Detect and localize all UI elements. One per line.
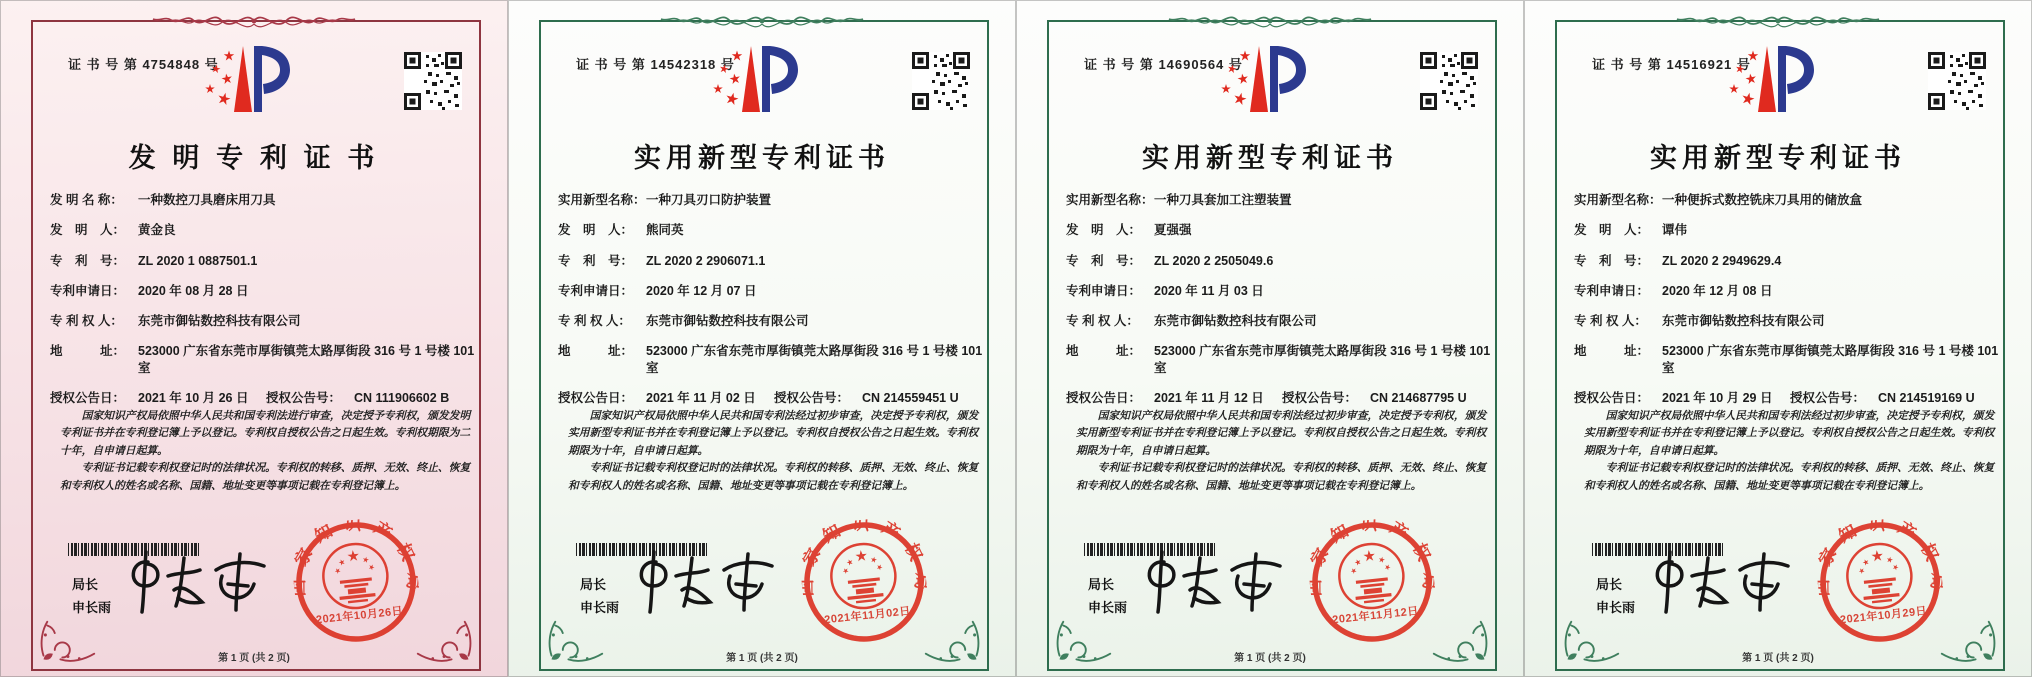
field-value: 一种便拆式数控铣床刀具用的储放盒 <box>1662 193 1863 207</box>
seal-date: 2021年10月26日 <box>315 605 404 627</box>
field-value: CN 111906602 B <box>354 390 450 405</box>
top-flourish-icon <box>148 8 360 34</box>
legal-paragraph-2: 专利证书记载专利权登记时的法律状况。专利权的转移、质押、无效、终止、恢复和专利权人的姓名或名称、国籍、地址变更等事项记载在专利登记簿上。 <box>1076 462 1487 492</box>
field-label: 地 址： <box>558 344 634 359</box>
field-value: 2021 年 10 月 26 日 <box>138 390 249 405</box>
certificate-number: 证 书 号 第 14542318 号 <box>576 57 735 72</box>
field-grant <box>1574 390 2000 406</box>
field-value: 523000 广东省东莞市厚街镇莞太路厚街段 316 号 1 号楼 101 室 <box>646 344 983 375</box>
field-label: 地 址： <box>1066 344 1142 359</box>
official-seal <box>288 514 424 650</box>
field-label: 发 明 人： <box>1066 223 1142 238</box>
field-label: 授权公告日： <box>558 390 634 405</box>
corner-flourish-icon <box>1430 603 1492 665</box>
field-value: 523000 广东省东莞市厚街镇莞太路厚街段 316 号 1 号楼 101 室 <box>138 344 475 375</box>
director-name: 申长雨 <box>1596 599 1636 615</box>
certificate-utility-1 <box>508 0 1016 677</box>
field-patent-number <box>558 253 984 269</box>
national-emblem-icon <box>828 541 898 611</box>
field-value: CN 214559451 U <box>862 390 959 405</box>
field-label: 授权公告日： <box>50 390 126 405</box>
qr-code <box>912 52 970 110</box>
corner-flourish-icon <box>922 603 984 665</box>
legal-text <box>1076 408 1488 495</box>
field-utility-name <box>1574 192 2000 208</box>
page-footer: 第 1 页 (共 2 页) <box>726 653 798 664</box>
field-label: 专 利 权 人： <box>558 314 631 328</box>
official-seal <box>796 514 932 650</box>
seal-graphic <box>1304 514 1440 650</box>
field-value: 2021 年 11 月 02 日 <box>646 390 756 405</box>
corner-flourish-icon <box>36 603 98 665</box>
top-flourish-icon <box>1164 8 1376 34</box>
field-label: 授权公告日： <box>1066 390 1142 405</box>
director-signature <box>626 546 796 624</box>
field-patent-number <box>1574 253 2000 269</box>
field-patent-number <box>50 253 476 269</box>
field-label: 实用新型名称： <box>1574 193 1662 207</box>
director-signature <box>1134 546 1304 624</box>
seal-graphic <box>796 514 932 650</box>
field-grant <box>558 390 984 406</box>
legal-paragraph-2: 专利证书记载专利权登记时的法律状况。专利权的转移、质押、无效、终止、恢复和专利权人的姓名或名称、国籍、地址变更等事项记载在专利登记簿上。 <box>568 462 979 492</box>
legal-text <box>1584 408 1996 495</box>
field-label: 发 明 名 称： <box>50 193 123 207</box>
field-label: 授权公告号： <box>774 390 850 405</box>
certificate-number: 证 书 号 第 14516921 号 <box>1592 57 1751 72</box>
field-label: 专 利 权 人： <box>1066 314 1139 328</box>
field-label: 专 利 号： <box>1066 253 1142 268</box>
top-flourish-icon <box>1672 8 1884 34</box>
field-label: 地 址： <box>50 344 126 359</box>
qr-code <box>1420 52 1478 110</box>
legal-paragraph-1: 国家知识产权局依照中华人民共和国专利法进行审查，决定授予专利权，颁发发明专利证书并在专利登记簿上予以登记。专利权自授权公告之日起生效。专利权期限为二十年，自申请日起算。 <box>60 410 471 457</box>
corner-flourish-icon <box>1052 603 1114 665</box>
legal-text <box>568 408 980 495</box>
seal-date: 2021年11月12日 <box>1331 605 1420 627</box>
certificate-utility-2 <box>1016 0 1524 677</box>
page-footer: 第 1 页 (共 2 页) <box>218 653 290 664</box>
field-label: 发 明 人： <box>50 223 126 238</box>
field-value: CN 214687795 U <box>1370 390 1467 405</box>
field-value: 2020 年 11 月 03 日 <box>1154 283 1264 298</box>
certificate-utility-3 <box>1524 0 2032 677</box>
certificate-number: 证 书 号 第 4754848 号 <box>68 57 219 72</box>
field-value: ZL 2020 2 2949629.4 <box>1662 253 1782 268</box>
cnipa-logo-icon <box>694 42 799 127</box>
field-value: 2021 年 10 月 29 日 <box>1662 390 1773 405</box>
field-label: 专 利 权 人： <box>1574 314 1647 328</box>
corner-flourish-icon <box>1560 603 1622 665</box>
field-value: 东莞市御钻数控科技有限公司 <box>646 314 809 328</box>
certificate-title: 实用新型专利证书 <box>1142 143 1398 173</box>
certificate-fields <box>558 192 984 420</box>
field-grant <box>50 390 476 406</box>
corner-flourish-icon <box>544 603 606 665</box>
field-filing-date <box>558 283 984 299</box>
field-value: 一种刀具套加工注塑装置 <box>1154 193 1292 207</box>
page-footer: 第 1 页 (共 2 页) <box>1234 653 1306 664</box>
national-emblem-icon <box>320 541 390 611</box>
certificate-fields <box>50 192 476 420</box>
corner-flourish-icon <box>1938 603 2000 665</box>
national-emblem-icon <box>1336 541 1406 611</box>
field-value: ZL 2020 1 0887501.1 <box>138 253 258 268</box>
qr-code <box>1928 52 1986 110</box>
director-name: 申长雨 <box>580 599 620 615</box>
top-flourish-icon <box>656 8 868 34</box>
field-value: 2020 年 08 月 28 日 <box>138 283 249 298</box>
field-address <box>50 343 476 376</box>
field-filing-date <box>1574 283 2000 299</box>
seal-text: 国家知识产权局 <box>796 514 932 602</box>
director-signature <box>1642 546 1812 624</box>
director-title: 局长 <box>72 577 99 592</box>
field-value: 东莞市御钻数控科技有限公司 <box>138 314 301 328</box>
page-footer: 第 1 页 (共 2 页) <box>1742 653 1814 664</box>
seal-graphic <box>1812 514 1948 650</box>
official-seal <box>1304 514 1440 650</box>
director-name: 申长雨 <box>1088 599 1128 615</box>
field-filing-date <box>50 283 476 299</box>
national-emblem-icon <box>1844 541 1914 611</box>
field-label: 专利申请日： <box>1066 283 1142 298</box>
field-patentee <box>1066 313 1492 329</box>
field-inventor <box>50 222 476 238</box>
field-patentee <box>558 313 984 329</box>
field-value: 2020 年 12 月 08 日 <box>1662 283 1773 298</box>
field-label: 授权公告日： <box>1574 390 1650 405</box>
field-value: CN 214519169 U <box>1878 390 1975 405</box>
field-label: 授权公告号： <box>1282 390 1358 405</box>
field-utility-name <box>1066 192 1492 208</box>
field-label: 发 明 人： <box>558 223 634 238</box>
field-label: 授权公告号： <box>1790 390 1866 405</box>
field-address <box>1066 343 1492 376</box>
field-label: 专 利 号： <box>558 253 634 268</box>
seal-text: 国家知识产权局 <box>288 514 424 602</box>
field-value: 2021 年 11 月 12 日 <box>1154 390 1264 405</box>
field-label: 发 明 人： <box>1574 223 1650 238</box>
field-label: 专 利 权 人： <box>50 314 123 328</box>
field-utility-name <box>558 192 984 208</box>
seal-graphic <box>288 514 424 650</box>
field-value: 523000 广东省东莞市厚街镇莞太路厚街段 316 号 1 号楼 101 室 <box>1154 344 1491 375</box>
certificate-invention <box>0 0 508 677</box>
qr-code <box>404 52 462 110</box>
field-value: 523000 广东省东莞市厚街镇莞太路厚街段 316 号 1 号楼 101 室 <box>1662 344 1999 375</box>
field-value: 熊同英 <box>646 223 684 238</box>
field-label: 授权公告号： <box>266 390 342 405</box>
field-value: 一种刀具刃口防护装置 <box>646 193 772 207</box>
field-value: 夏强强 <box>1154 223 1192 238</box>
certificate-fields <box>1574 192 2000 420</box>
seal-text: 国家知识产权局 <box>1304 514 1440 602</box>
certificate-title: 实用新型专利证书 <box>634 143 890 173</box>
field-address <box>1574 343 2000 376</box>
director-signature <box>118 546 288 624</box>
field-label: 实用新型名称： <box>1066 193 1154 207</box>
cnipa-logo-icon <box>186 42 291 127</box>
director-title: 局长 <box>1596 577 1623 592</box>
field-label: 专利申请日： <box>1574 283 1650 298</box>
field-grant <box>1066 390 1492 406</box>
field-label: 实用新型名称： <box>558 193 646 207</box>
field-patentee <box>50 313 476 329</box>
official-seal <box>1812 514 1948 650</box>
field-label: 专利申请日： <box>558 283 634 298</box>
field-label: 专利申请日： <box>50 283 126 298</box>
legal-paragraph-1: 国家知识产权局依照中华人民共和国专利法经过初步审查，决定授予专利权，颁发实用新型专利证书并在专利登记簿上予以登记。专利权自授权公告之日起生效。专利权期限为十年，自申请日起算。 <box>1584 410 1995 457</box>
certificate-title: 实用新型专利证书 <box>1650 143 1906 173</box>
field-value: 一种数控刀具磨床用刀具 <box>138 193 276 207</box>
field-label: 专 利 号： <box>1574 253 1650 268</box>
cnipa-logo-icon <box>1710 42 1815 127</box>
field-address <box>558 343 984 376</box>
field-label: 地 址： <box>1574 344 1650 359</box>
field-value: ZL 2020 2 2505049.6 <box>1154 253 1274 268</box>
director-title: 局长 <box>580 577 607 592</box>
certificate-title: 发 明 专 利 证 书 <box>128 143 380 173</box>
field-inventor <box>558 222 984 238</box>
director-title: 局长 <box>1088 577 1115 592</box>
field-value: ZL 2020 2 2906071.1 <box>646 253 766 268</box>
seal-date: 2021年10月29日 <box>1839 605 1928 627</box>
cnipa-logo-icon <box>1202 42 1307 127</box>
field-patentee <box>1574 313 2000 329</box>
field-invention-name <box>50 192 476 208</box>
legal-paragraph-2: 专利证书记载专利权登记时的法律状况。专利权的转移、质押、无效、终止、恢复和专利权人的姓名或名称、国籍、地址变更等事项记载在专利登记簿上。 <box>60 462 471 492</box>
field-patent-number <box>1066 253 1492 269</box>
field-value: 谭伟 <box>1662 223 1688 238</box>
field-filing-date <box>1066 283 1492 299</box>
legal-paragraph-1: 国家知识产权局依照中华人民共和国专利法经过初步审查，决定授予专利权，颁发实用新型专利证书并在专利登记簿上予以登记。专利权自授权公告之日起生效。专利权期限为十年，自申请日起算。 <box>1076 410 1487 457</box>
field-value: 东莞市御钻数控科技有限公司 <box>1662 314 1825 328</box>
field-value: 2020 年 12 月 07 日 <box>646 283 757 298</box>
field-value: 黄金良 <box>138 223 176 238</box>
legal-text <box>60 408 472 495</box>
field-value: 东莞市御钻数控科技有限公司 <box>1154 314 1317 328</box>
seal-date: 2021年11月02日 <box>823 605 912 627</box>
legal-paragraph-2: 专利证书记载专利权登记时的法律状况。专利权的转移、质押、无效、终止、恢复和专利权人的姓名或名称、国籍、地址变更等事项记载在专利登记簿上。 <box>1584 462 1995 492</box>
corner-flourish-icon <box>414 603 476 665</box>
director-name: 申长雨 <box>72 599 112 615</box>
field-inventor <box>1066 222 1492 238</box>
field-inventor <box>1574 222 2000 238</box>
certificate-fields <box>1066 192 1492 420</box>
certificate-number: 证 书 号 第 14690564 号 <box>1084 57 1243 72</box>
legal-paragraph-1: 国家知识产权局依照中华人民共和国专利法经过初步审查，决定授予专利权，颁发实用新型专利证书并在专利登记簿上予以登记。专利权自授权公告之日起生效。专利权期限为十年，自申请日起算。 <box>568 410 979 457</box>
field-label: 专 利 号： <box>50 253 126 268</box>
seal-text: 国家知识产权局 <box>1812 514 1948 602</box>
